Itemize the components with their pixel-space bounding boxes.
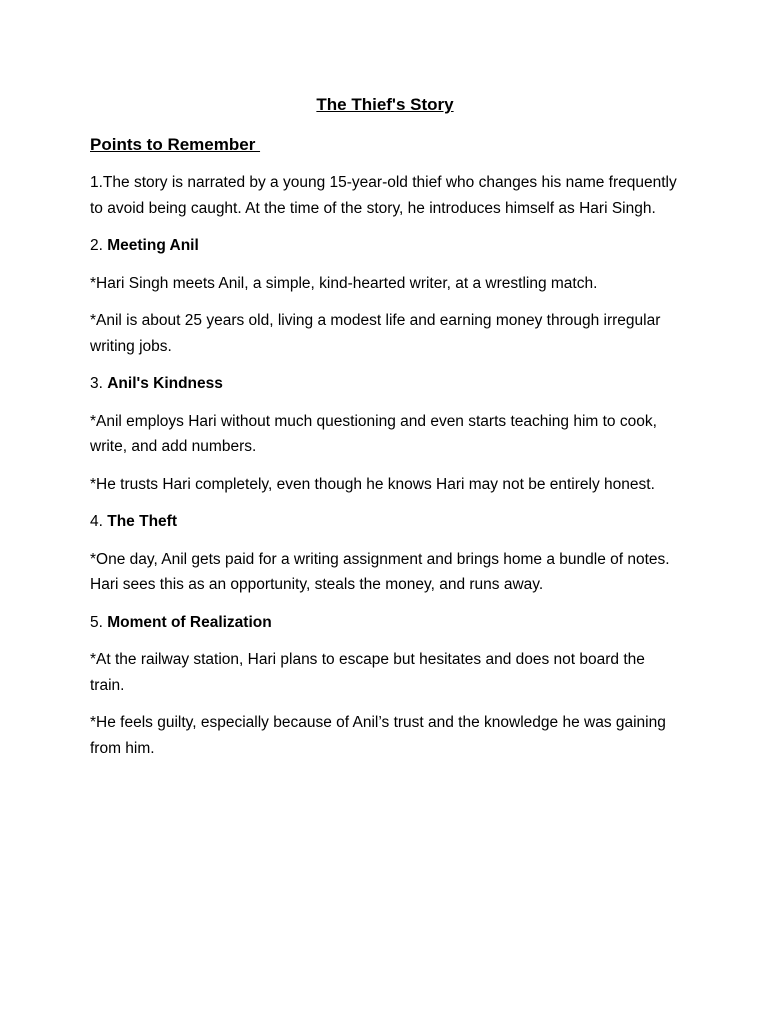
point-paragraph: *At the railway station, Hari plans to escape but hesitates and does not board the train.	[90, 651, 645, 694]
section	[90, 233, 680, 359]
section-heading-text: Moment of Realization	[107, 613, 272, 631]
point-paragraph: *Anil employs Hari without much questioning and even starts teaching him to cook, write, and add numbers.	[90, 412, 657, 455]
section-number: 2.	[90, 237, 108, 254]
section-heading-text: Anil's Kindness	[107, 375, 223, 392]
section-heading	[90, 233, 680, 259]
section-number: 3.	[90, 375, 108, 392]
point-paragraph: *One day, Anil gets paid for a writing assignment and brings home a bundle of notes. Hari sees this as an opportunity, steals the money, and runs away.	[90, 550, 670, 593]
section-number: 5.	[90, 613, 108, 631]
section-heading-text: Meeting Anil	[107, 237, 199, 254]
section	[90, 371, 680, 497]
document-page	[90, 92, 680, 773]
point-paragraph: *Anil is about 25 years old, living a modest life and earning money through irregular writing jobs.	[90, 312, 661, 355]
section-number: 4.	[90, 513, 108, 530]
section-heading-text: The Theft	[107, 513, 177, 530]
section-heading	[90, 509, 680, 535]
document-subtitle: Points to Remember	[90, 135, 261, 154]
intro-paragraph: 1.The story is narrated by a young 15-year-old thief who changes his name frequently to avoid being caught. At the time of the story, he introduces himself as Hari Singh.	[90, 174, 677, 217]
section-heading	[90, 610, 680, 636]
point-paragraph: *He feels guilty, especially because of Anil’s trust and the knowledge he was gaining from him.	[90, 714, 666, 757]
point-paragraph: *He trusts Hari completely, even though he knows Hari may not be entirely honest.	[90, 475, 655, 493]
point-paragraph: *Hari Singh meets Anil, a simple, kind-hearted writer, at a wrestling match.	[90, 274, 598, 292]
section-heading	[90, 371, 680, 397]
section	[90, 509, 680, 598]
section	[90, 610, 680, 762]
document-title: The Thief's Story	[316, 95, 454, 114]
